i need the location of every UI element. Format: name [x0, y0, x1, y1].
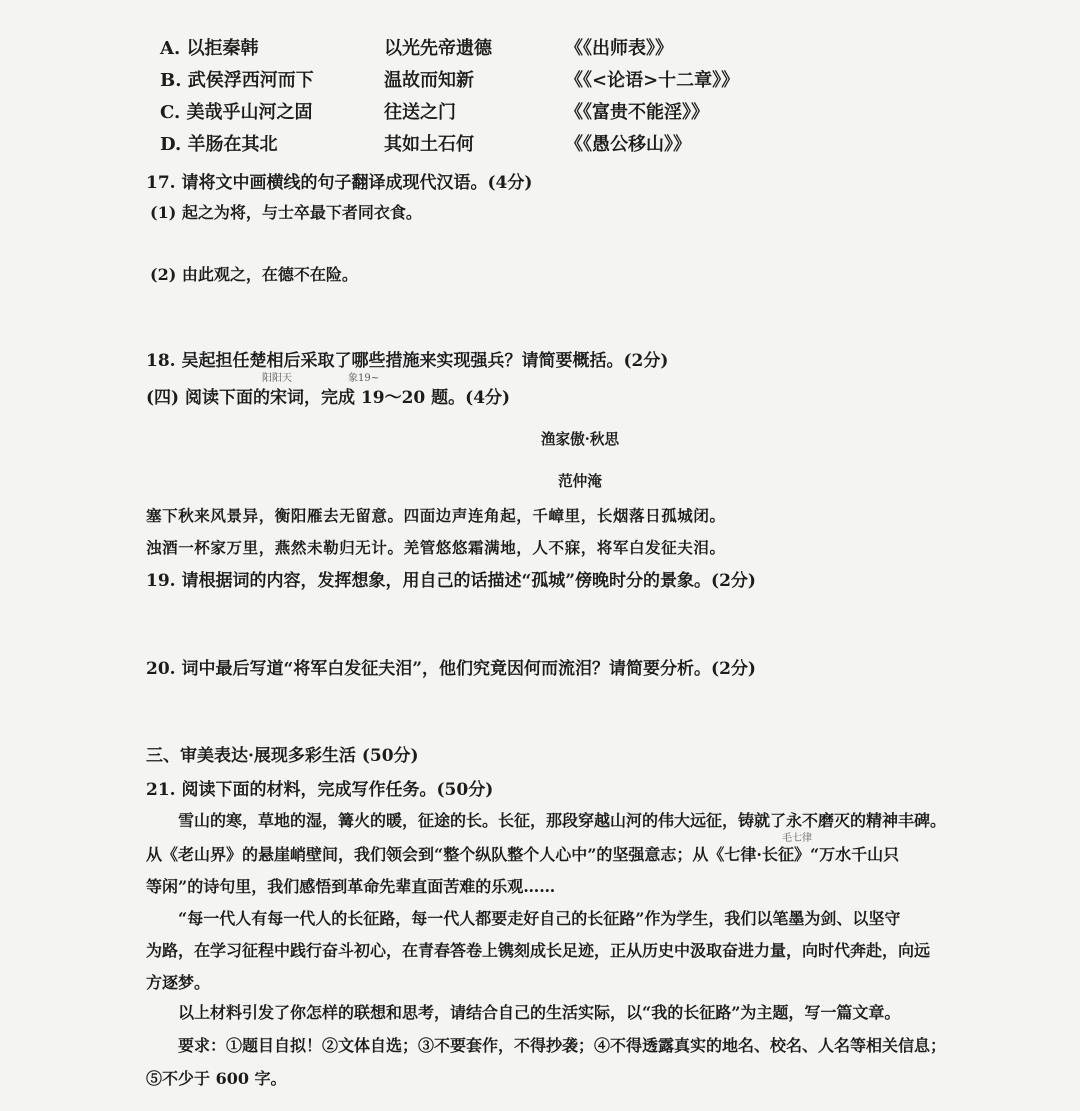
section3-heading: 三、审美表达·展现多彩生活 (50分) — [146, 746, 419, 766]
q17-item1: (1) 起之为将，与士卒最下者同衣食。 — [150, 203, 422, 222]
option-b-word2: 温故而知新 — [384, 70, 474, 91]
option-a-word2: 以光先帝遗德 — [384, 38, 492, 59]
option-a-label: A. 以拒秦韩 — [160, 38, 259, 59]
q21-para1-line3: 等闲”的诗句里，我们感悟到革命先辈直面苦难的乐观…… — [146, 877, 556, 896]
handwritten-note-left: 阳阳天 — [262, 373, 292, 384]
q18-question: 18. 吴起担任楚相后采取了哪些措施来实现强兵？请简要概括。(2分) — [146, 351, 669, 371]
poem-author: 范仲淹 — [558, 473, 602, 490]
q21-requirements-line1 — [178, 1033, 946, 1056]
q21-para2-line2: 为路，在学习征程中践行奋斗初心，在青春答卷上镌刻成长足迹，正从历史中汲取奋进力量，向时代奔赴，向远 — [146, 941, 931, 960]
option-b-source: 《《<论语>十二章》》 — [565, 70, 740, 91]
q19-question: 19. 请根据词的内容，发挥想象，用自己的话描述“孤城”傍晚时分的景象。(2分) — [146, 571, 756, 591]
q21-para3: 以上材料引发了你怎样的联想和思考，请结合自己的生活实际，以“我的长征路”为主题，写一篇文章。 — [178, 1003, 901, 1022]
poem-line-1: 塞下秋来风景异，衡阳雁去无留意。四面边声连角起，千嶂里，长烟落日孤城闭。 — [146, 506, 726, 525]
option-a-source: 《《出师表》》 — [565, 38, 673, 59]
option-d-source: 《《愚公移山》》 — [565, 134, 691, 155]
q21-para1-line1: 雪山的寒，草地的湿，篝火的暖，征途的长。长征，那段穿越山河的伟大远征，铸就了永不磨灭的精神丰碑。 — [178, 811, 947, 830]
q21-para2-line3: 方逐梦。 — [146, 973, 211, 992]
q17-question: 17. 请将文中画横线的句子翻译成现代汉语。(4分) — [146, 173, 533, 193]
q17-item2: (2) 由此观之，在德不在险。 — [150, 265, 358, 284]
option-d-label: D. 羊肠在其北 — [160, 134, 278, 155]
option-c-source: 《《富贵不能淫》》 — [565, 102, 709, 123]
poem-title: 渔家傲·秋思 — [540, 431, 620, 448]
poem-line-2: 浊酒一杯家万里，燕然未勒归无计。羌管悠悠霜满地，人不寐，将军白发征夫泪。 — [146, 538, 726, 557]
handwritten-annotation: 毛七律 — [782, 833, 812, 844]
q21-para1-line2: 从《老山界》的悬崖峭壁间，我们领会到“整个纵队整个人心中”的坚强意志；从《七律·长征》“万水千山只 — [146, 845, 900, 864]
handwritten-note-right: 象19~ — [348, 373, 380, 384]
option-d-word2: 其如土石何 — [384, 134, 474, 155]
requirements-text: ①题目自拟！②文体自选；③不要套作，不得抄袭；④不得透露真实的地名、校名、人名等相关信息； — [226, 1036, 947, 1055]
q21-question: 21. 阅读下面的材料，完成写作任务。(50分) — [146, 780, 494, 800]
option-c-label: C. 美哉乎山河之固 — [160, 102, 313, 123]
q21-para2-line1: “每一代人有每一代人的长征路，每一代人都要走好自己的长征路”作为学生，我们以笔墨为剑、以坚守 — [178, 909, 901, 928]
option-b-label: B. 武侯浮西河而下 — [160, 70, 314, 91]
requirements-label: 要求： — [178, 1036, 227, 1055]
option-c-word2: 往送之门 — [384, 102, 456, 123]
q20-question: 20. 词中最后写道“将军白发征夫泪”，他们究竟因何而流泪？请简要分析。(2分) — [146, 659, 756, 679]
q21-requirements-line2: ⑤不少于 600 字。 — [146, 1069, 287, 1088]
section4-heading: (四) 阅读下面的宋词，完成 19～20 题。(4分) — [146, 388, 511, 408]
